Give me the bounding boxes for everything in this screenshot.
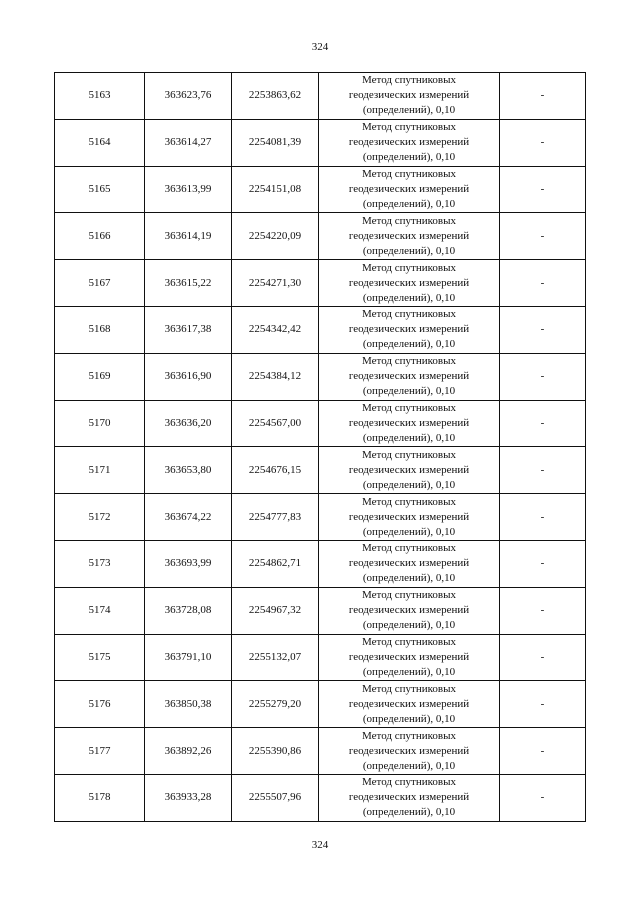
point-number-cell: 5173 xyxy=(55,540,145,587)
method-line: (определений), 0,10 xyxy=(362,572,456,585)
table-row xyxy=(55,353,586,400)
method-line: геодезических измерений xyxy=(348,229,470,242)
method-line: (определений), 0,10 xyxy=(362,431,456,444)
table-row xyxy=(55,260,586,307)
method-line: Метод спутниковых xyxy=(362,261,456,274)
method-line: (определений), 0,10 xyxy=(362,338,456,351)
method-cell xyxy=(319,73,500,120)
method-line: геодезических измерений xyxy=(348,182,470,195)
method-line: Метод спутниковых xyxy=(362,589,456,602)
mark-cell: - xyxy=(500,400,586,447)
table-row xyxy=(55,166,586,213)
y-coordinate-cell: 2254151,08 xyxy=(232,166,319,213)
method-cell xyxy=(319,213,500,260)
method-line: (определений), 0,10 xyxy=(362,619,456,632)
method-cell xyxy=(319,353,500,400)
x-coordinate-cell: 363617,38 xyxy=(145,306,232,353)
method-line: Метод спутниковых xyxy=(362,167,456,180)
method-line: (определений), 0,10 xyxy=(362,806,456,819)
mark-cell: - xyxy=(500,681,586,728)
table-row xyxy=(55,306,586,353)
table-row xyxy=(55,119,586,166)
page-number-bottom: 324 xyxy=(311,839,329,851)
mark-cell: - xyxy=(500,540,586,587)
point-number-cell: 5175 xyxy=(55,634,145,681)
point-number-cell: 5174 xyxy=(55,587,145,634)
method-line: (определений), 0,10 xyxy=(362,197,456,210)
mark-cell: - xyxy=(500,353,586,400)
point-number-cell: 5167 xyxy=(55,260,145,307)
point-number-cell: 5178 xyxy=(55,774,145,821)
method-line: Метод спутниковых xyxy=(362,776,456,789)
method-line: Метод спутниковых xyxy=(362,214,456,227)
method-cell xyxy=(319,728,500,775)
method-line: Метод спутниковых xyxy=(362,308,456,321)
x-coordinate-cell: 363615,22 xyxy=(145,260,232,307)
method-line: геодезических измерений xyxy=(348,136,470,149)
method-line: геодезических измерений xyxy=(348,370,470,383)
method-line: (определений), 0,10 xyxy=(362,712,456,725)
point-number-cell: 5168 xyxy=(55,306,145,353)
mark-cell: - xyxy=(500,119,586,166)
point-number-cell: 5165 xyxy=(55,166,145,213)
mark-cell: - xyxy=(500,447,586,494)
table-row xyxy=(55,728,586,775)
x-coordinate-cell: 363623,76 xyxy=(145,73,232,120)
method-cell xyxy=(319,774,500,821)
point-number-cell: 5170 xyxy=(55,400,145,447)
table-row xyxy=(55,587,586,634)
point-number-cell: 5176 xyxy=(55,681,145,728)
method-line: геодезических измерений xyxy=(348,416,470,429)
method-line: (определений), 0,10 xyxy=(362,525,456,538)
mark-cell: - xyxy=(500,260,586,307)
method-line: (определений), 0,10 xyxy=(362,665,456,678)
x-coordinate-cell: 363616,90 xyxy=(145,353,232,400)
method-line: геодезических измерений xyxy=(348,697,470,710)
y-coordinate-cell: 2254342,42 xyxy=(232,306,319,353)
method-line: Метод спутниковых xyxy=(362,542,456,555)
x-coordinate-cell: 363614,27 xyxy=(145,119,232,166)
method-line: геодезических измерений xyxy=(348,650,470,663)
method-line: геодезических измерений xyxy=(348,323,470,336)
point-number-cell: 5172 xyxy=(55,494,145,541)
coordinates-table xyxy=(54,72,586,822)
point-number-cell: 5169 xyxy=(55,353,145,400)
y-coordinate-cell: 2254862,71 xyxy=(232,540,319,587)
method-line: Метод спутниковых xyxy=(362,448,456,461)
coordinates-table-body xyxy=(55,73,586,822)
table-row xyxy=(55,634,586,681)
y-coordinate-cell: 2254081,39 xyxy=(232,119,319,166)
method-line: геодезических измерений xyxy=(348,276,470,289)
method-line: (определений), 0,10 xyxy=(362,291,456,304)
method-cell xyxy=(319,587,500,634)
x-coordinate-cell: 363674,22 xyxy=(145,494,232,541)
table-row xyxy=(55,400,586,447)
table-row xyxy=(55,494,586,541)
method-line: геодезических измерений xyxy=(348,604,470,617)
method-cell xyxy=(319,634,500,681)
y-coordinate-cell: 2254777,83 xyxy=(232,494,319,541)
mark-cell: - xyxy=(500,728,586,775)
method-line: геодезических измерений xyxy=(348,557,470,570)
method-line: (определений), 0,10 xyxy=(362,759,456,772)
method-line: геодезических измерений xyxy=(348,744,470,757)
method-cell xyxy=(319,260,500,307)
y-coordinate-cell: 2254567,00 xyxy=(232,400,319,447)
y-coordinate-cell: 2255390,86 xyxy=(232,728,319,775)
x-coordinate-cell: 363636,20 xyxy=(145,400,232,447)
method-line: (определений), 0,10 xyxy=(362,478,456,491)
y-coordinate-cell: 2255132,07 xyxy=(232,634,319,681)
method-line: Метод спутниковых xyxy=(362,355,456,368)
x-coordinate-cell: 363693,99 xyxy=(145,540,232,587)
y-coordinate-cell: 2254967,32 xyxy=(232,587,319,634)
method-line: Метод спутниковых xyxy=(362,401,456,414)
method-cell xyxy=(319,166,500,213)
method-line: Метод спутниковых xyxy=(362,121,456,134)
method-line: геодезических измерений xyxy=(348,89,470,102)
table-row xyxy=(55,540,586,587)
y-coordinate-cell: 2254384,12 xyxy=(232,353,319,400)
mark-cell: - xyxy=(500,73,586,120)
mark-cell: - xyxy=(500,587,586,634)
method-line: Метод спутниковых xyxy=(362,74,456,87)
method-line: геодезических измерений xyxy=(348,510,470,523)
mark-cell: - xyxy=(500,774,586,821)
method-line: геодезических измерений xyxy=(348,463,470,476)
x-coordinate-cell: 363850,38 xyxy=(145,681,232,728)
point-number-cell: 5164 xyxy=(55,119,145,166)
method-line: Метод спутниковых xyxy=(362,729,456,742)
method-cell xyxy=(319,540,500,587)
method-line: Метод спутниковых xyxy=(362,682,456,695)
mark-cell: - xyxy=(500,213,586,260)
method-line: (определений), 0,10 xyxy=(362,104,456,117)
method-cell xyxy=(319,400,500,447)
point-number-cell: 5166 xyxy=(55,213,145,260)
page-number-top: 324 xyxy=(311,41,329,53)
method-cell xyxy=(319,119,500,166)
method-line: Метод спутниковых xyxy=(362,495,456,508)
method-line: (определений), 0,10 xyxy=(362,385,456,398)
point-number-cell: 5177 xyxy=(55,728,145,775)
table-row xyxy=(55,774,586,821)
x-coordinate-cell: 363791,10 xyxy=(145,634,232,681)
mark-cell: - xyxy=(500,166,586,213)
method-cell xyxy=(319,306,500,353)
point-number-cell: 5171 xyxy=(55,447,145,494)
method-line: (определений), 0,10 xyxy=(362,244,456,257)
point-number-cell: 5163 xyxy=(55,73,145,120)
method-line: Метод спутниковых xyxy=(362,635,456,648)
method-line: (определений), 0,10 xyxy=(362,151,456,164)
x-coordinate-cell: 363933,28 xyxy=(145,774,232,821)
x-coordinate-cell: 363653,80 xyxy=(145,447,232,494)
y-coordinate-cell: 2255279,20 xyxy=(232,681,319,728)
y-coordinate-cell: 2254271,30 xyxy=(232,260,319,307)
mark-cell: - xyxy=(500,634,586,681)
table-row xyxy=(55,73,586,120)
x-coordinate-cell: 363892,26 xyxy=(145,728,232,775)
y-coordinate-cell: 2255507,96 xyxy=(232,774,319,821)
x-coordinate-cell: 363613,99 xyxy=(145,166,232,213)
x-coordinate-cell: 363614,19 xyxy=(145,213,232,260)
method-cell xyxy=(319,681,500,728)
table-row xyxy=(55,681,586,728)
mark-cell: - xyxy=(500,306,586,353)
mark-cell: - xyxy=(500,494,586,541)
method-line: геодезических измерений xyxy=(348,791,470,804)
x-coordinate-cell: 363728,08 xyxy=(145,587,232,634)
y-coordinate-cell: 2253863,62 xyxy=(232,73,319,120)
table-row xyxy=(55,447,586,494)
y-coordinate-cell: 2254676,15 xyxy=(232,447,319,494)
table-row xyxy=(55,213,586,260)
method-cell xyxy=(319,447,500,494)
y-coordinate-cell: 2254220,09 xyxy=(232,213,319,260)
method-cell xyxy=(319,494,500,541)
